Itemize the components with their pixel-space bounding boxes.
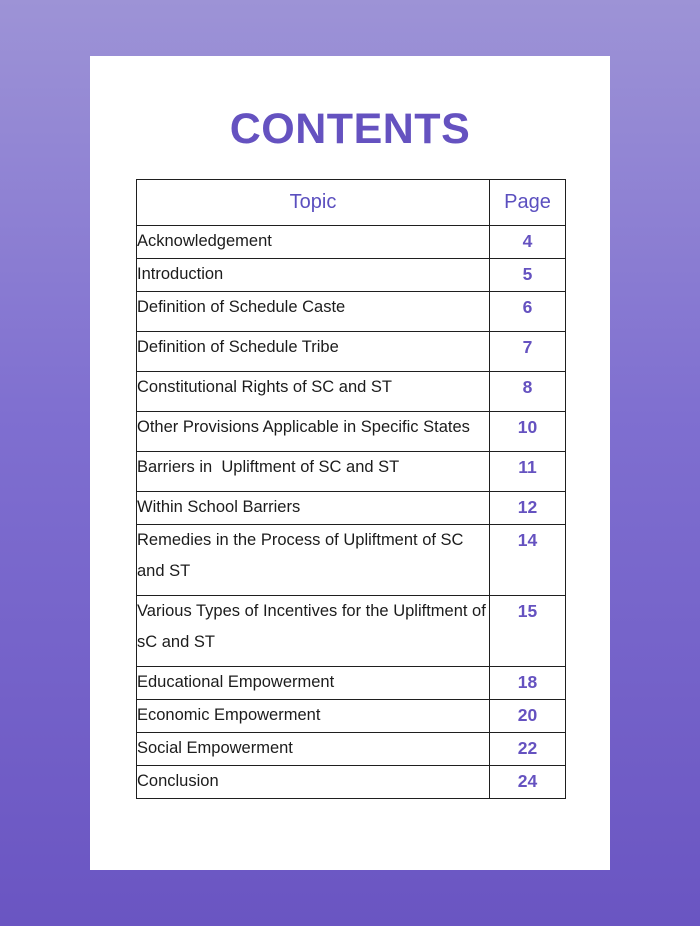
topic-cell: Acknowledgement — [137, 226, 490, 259]
page-number-cell: 7 — [490, 332, 566, 372]
topic-cell: Introduction — [137, 259, 490, 292]
page-number-cell: 11 — [490, 452, 566, 492]
page-number-cell: 15 — [490, 596, 566, 667]
contents-table — [136, 179, 566, 799]
table-row — [137, 766, 566, 799]
table-row — [137, 596, 566, 667]
table-row — [137, 259, 566, 292]
topic-cell: Educational Empowerment — [137, 667, 490, 700]
column-header-topic: Topic — [137, 180, 490, 226]
table-row — [137, 412, 566, 452]
page-number-cell: 22 — [490, 733, 566, 766]
topic-cell: Definition of Schedule Caste — [137, 292, 490, 332]
topic-cell: Within School Barriers — [137, 492, 490, 525]
table-row — [137, 332, 566, 372]
topic-cell: Various Types of Incentives for the Upliftment of sC and ST — [137, 596, 490, 667]
topic-cell: Social Empowerment — [137, 733, 490, 766]
table-header-row — [137, 180, 566, 226]
topic-cell: Constitutional Rights of SC and ST — [137, 372, 490, 412]
table-row — [137, 452, 566, 492]
topic-cell: Conclusion — [137, 766, 490, 799]
topic-cell: Barriers in Upliftment of SC and ST — [137, 452, 490, 492]
table-row — [137, 292, 566, 332]
page-number-cell: 10 — [490, 412, 566, 452]
table-row — [137, 492, 566, 525]
table-row — [137, 226, 566, 259]
table-row — [137, 372, 566, 412]
page-number-cell: 5 — [490, 259, 566, 292]
table-row — [137, 700, 566, 733]
page-number-cell: 8 — [490, 372, 566, 412]
page-number-cell: 24 — [490, 766, 566, 799]
topic-cell: Remedies in the Process of Upliftment of SC and ST — [137, 525, 490, 596]
page-number-cell: 6 — [490, 292, 566, 332]
topic-cell: Other Provisions Applicable in Specific States — [137, 412, 490, 452]
table-row — [137, 733, 566, 766]
page-title: CONTENTS — [229, 105, 471, 153]
page-number-cell: 12 — [490, 492, 566, 525]
page-number-cell: 18 — [490, 667, 566, 700]
page-number-cell: 4 — [490, 226, 566, 259]
topic-cell: Economic Empowerment — [137, 700, 490, 733]
column-header-page: Page — [490, 180, 566, 226]
topic-cell: Definition of Schedule Tribe — [137, 332, 490, 372]
table-row — [137, 667, 566, 700]
page-number-cell: 20 — [490, 700, 566, 733]
page-number-cell: 14 — [490, 525, 566, 596]
table-row — [137, 525, 566, 596]
